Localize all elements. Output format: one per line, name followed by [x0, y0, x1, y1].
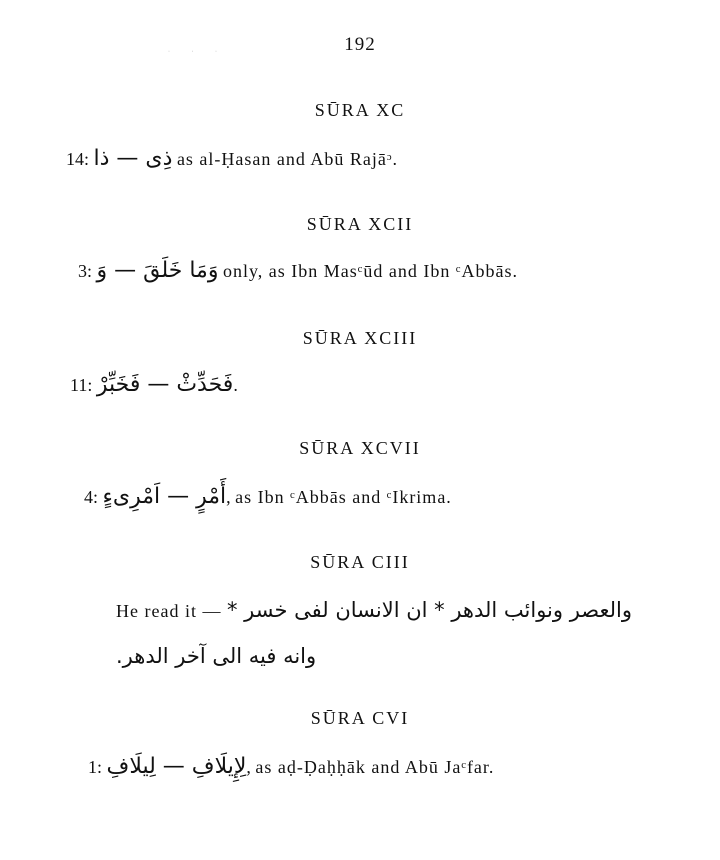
entry-ciii-line2: [116, 644, 316, 668]
sura-heading-ciii: SŪRA CIII: [310, 552, 410, 572]
arabic-reading: والعصر ونوائب الدهر * ان الانسان لفى خسر *: [226, 598, 633, 622]
page-number: 192: [344, 34, 376, 55]
arabic-reading: وَمَا خَلَقَ — وَ: [96, 258, 219, 283]
entry-text: , as Ibn ᶜAbbās and ᶜIkrima.: [226, 487, 452, 507]
scan-specks: · · ·: [168, 49, 227, 55]
sura-heading-xciii: SŪRA XCIII: [302, 328, 418, 348]
verse-number: 3:: [78, 261, 93, 281]
arabic-reading: أَمْرٍ — اَمْرِىءٍ: [102, 484, 227, 509]
entry-ciii-line1: [116, 598, 632, 622]
sura-heading-xcvii: SŪRA XCVII: [299, 438, 421, 458]
verse-number: 1:: [88, 757, 103, 777]
entry-text: only, as Ibn Masᶜūd and Ibn ᶜAbbās.: [222, 261, 518, 281]
entry-text: as al-Ḥasan and Abū Rajāᵓ.: [176, 149, 398, 169]
verse-number: 14:: [66, 149, 90, 169]
sura-heading-xcii: SŪRA XCII: [306, 214, 414, 234]
entry-text: , as aḍ-Ḍaḥḥāk and Abū Jaᶜfar.: [246, 757, 495, 777]
entry-xciii: [70, 372, 238, 397]
sura-heading-cvi: SŪRA CVI: [310, 708, 410, 728]
arabic-reading: فَحَدِّثْ — فَخَبِّرْ: [96, 372, 234, 397]
entry-cvi: [88, 754, 494, 779]
entry-xcvii: [84, 484, 452, 509]
entry-text: He read it —: [116, 601, 222, 621]
entry-text: .: [233, 375, 238, 395]
arabic-reading: لِإِيلَافِ — لِيلَافِ: [106, 754, 247, 779]
arabic-reading: ذِى — ذا: [93, 146, 173, 171]
entry-xc: [66, 146, 398, 171]
entry-xcii: [78, 258, 518, 283]
verse-number: 4:: [84, 487, 99, 507]
sura-heading-xc: SŪRA XC: [314, 100, 406, 120]
verse-number: 11:: [70, 375, 93, 395]
arabic-reading-continued: وانه فيه الى آخر الدهر.: [116, 644, 317, 668]
